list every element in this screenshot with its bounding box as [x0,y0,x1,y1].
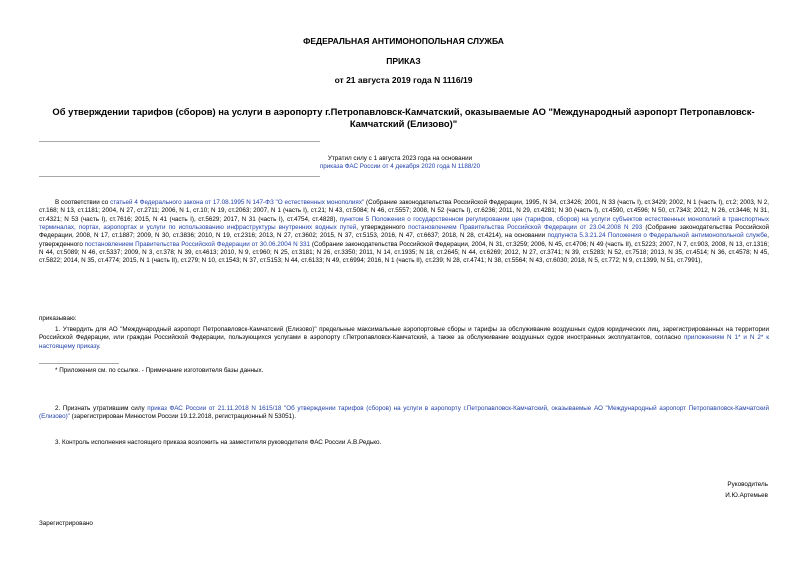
signature-name: И.Ю.Артемьев [725,492,768,499]
preamble-text-3: , утвержденного [356,224,409,232]
signature-position: Руководитель [727,481,768,488]
item-1-paragraph [39,326,769,351]
item-2-text-end: (зарегистрирован Минюстом России 19.12.2018, регистрационный N 53051). [69,413,296,421]
repeal-order-link[interactable]: приказа ФАС России от 4 декабря 2020 года N 1188/20 [319,163,481,171]
document-date-number: от 21 августа 2019 года N 1116/19 [334,75,473,85]
appendices-link[interactable]: приложениям N 1* и N 2* к настоящему приказу [39,334,769,350]
agency-name: ФЕДЕРАЛЬНАЯ АНТИМОНОПОЛЬНАЯ СЛУЖБА [303,36,504,46]
preamble-text-2: (Собрание законодательства Российской Федерации, 1995, N 34, ст.3426; 2001, N 33 (часть I), ст.3429; 2002, N 1 (часть I), ст.2; 2003, N 2, ст.168; N 13, ст.1181; 2004, N 27, ст.2711; 2006, N 1, ст.10; N 19, ст.2063; 2007, N 1 (часть I), ст.21; N 43, ст.5084; N 46, ст.5557; 2008, N 52 (часть I), ст.6236; 2011, N 29, ст.4281; N 30 (часть I), ст.4590, ст.4596; N 50, ст.7343; 2012, N 26, ст.3446; N 31, ст.4321; N 53 (часть I), ст.7616; 2015, N 41 (часть I), ст.5629; 2017, N 31 (часть I), ст.4754, ст.4828), [39,199,769,223]
price-regulation-provision-link[interactable]: пунктом 5 Положения о государственном регулировании цен (тарифов, сборов) на услуги субъектов естественных монополий в транспортных терминалах, портах, аэропортах и услуги по использованию инфраструктуры внутренних водных путей [39,215,769,232]
item-3-text: 3. Контроль исполнения настоящего приказа возложить на заместителя руководителя ФАС России А.В.Редько. [55,439,382,446]
item-1-text: 1. Утвердить для АО "Международный аэропорт Петропавловск-Камчатский (Елизово)" предельные максимальные аэропортовые сборы и тарифы за обслуживание воздушных судов юридических лиц, зарегистрированных на территории Российской Федерации, или граждан Российской Федерации, пользующихся услугами в аэропорту г.Петропавловск-Камчатский, а также за обслуживание воздушных судов иностранных эксплуатантов, согласно [39,326,769,342]
order-word: приказываю: [39,315,77,322]
document-type: ПРИКАЗ [386,56,421,66]
repealed-order-link[interactable]: приказ ФАС России от 21.11.2018 N 1615/18 "Об утверждении тарифов (сборов) на услуги в аэропорту г.Петропавловск-Камчатский, оказываемые АО "Международный аэропорт Петропавловск-Камчатский (Елизово)" [39,405,769,421]
divider-top [39,141,320,142]
item-1-text-end: . [98,342,101,350]
divider-bottom [39,176,320,177]
status-note [300,155,500,171]
government-resolution-293-link[interactable]: постановлением Правительства Российской Федерации от 23.04.2008 N 293 [408,224,643,232]
preamble-paragraph [39,199,769,266]
preamble-text-5: , утвержденного [39,232,770,248]
natural-monopolies-law-link[interactable]: статьей 4 Федерального закона от 17.08.1995 N 147-ФЗ "О естественных монополиях" [110,199,365,206]
registered-label: Зарегистрировано [39,520,93,527]
document-title: Об утверждении тарифов (сборов) на услуги в аэропорту г.Петропавловск-Камчатский, оказываемые АО "Международный аэропорт Петропавловск-Камчатский (Елизово)" [52,106,755,129]
footnote: * Приложения см. по ссылке. - Примечание изготовителя базы данных. [55,367,264,374]
preamble-text-4: (Собрание законодательства Российской Федерации, 2008, N 17, ст.1887; 2009, N 30, ст.3836; 2010, N 19, ст.2316; 2013, N 27, ст.3602; 2015, N 37, ст.5153, 2016, N 47, ст.6637; 2018, N 28, ст.4214), на основании [39,224,770,240]
footnote-divider [39,363,119,364]
fas-provision-subclause-link[interactable]: подпункта 5.3.21.24 Положения о Федеральной антимонопольной службе [547,232,768,240]
government-resolution-331-link[interactable]: постановлением Правительства Российской Федерации от 30.06.2004 N 331 [84,240,310,248]
item-2-text: 2. Признать утратившим силу [55,405,148,412]
status-note-text: Утратил силу с 1 августа 2023 года на основании [327,155,473,162]
preamble-text-1: В соответствии со [55,199,111,206]
preamble-text-6: (Собрание законодательства Российской Федерации, 2004, N 31, ст.3259; 2006, N 45, ст.4706; N 49 (часть II), ст.5223; 2007, N 7, ст.903, 2008, N 13, ст.1316; N 44, ст.5089; N 46, ст.5337; 2009, N 3, ст.378; N 39, ст.4613; 2010, N 9, ст.960; N 25, ст.3181; N 26, ст.3350; 2011, N 14, ст.1935; N 18, ст.2645; N 44, ст.6269; 2012, N 27, ст.3741; N 39, ст.5283; N 52, ст.7518; 2013, N 35, ст.4514; N 36, ст.4578; N 45, ст.5822; 2014, N 35, ст.4774; 2015, N 1 (часть II), ст.279; N 10, ст.1543; N 37, ст.5153; N 44, ст.6133; N 49, ст.6994; 2016, N 1 (часть II), ст.239; N 28, ст.4741; N 38, ст.5564; N 43, ст.6030; 2018, N 5, ст.772; N 9, ст.1399, N 51, ст.7991), [39,240,769,265]
item-2-paragraph [39,405,769,422]
